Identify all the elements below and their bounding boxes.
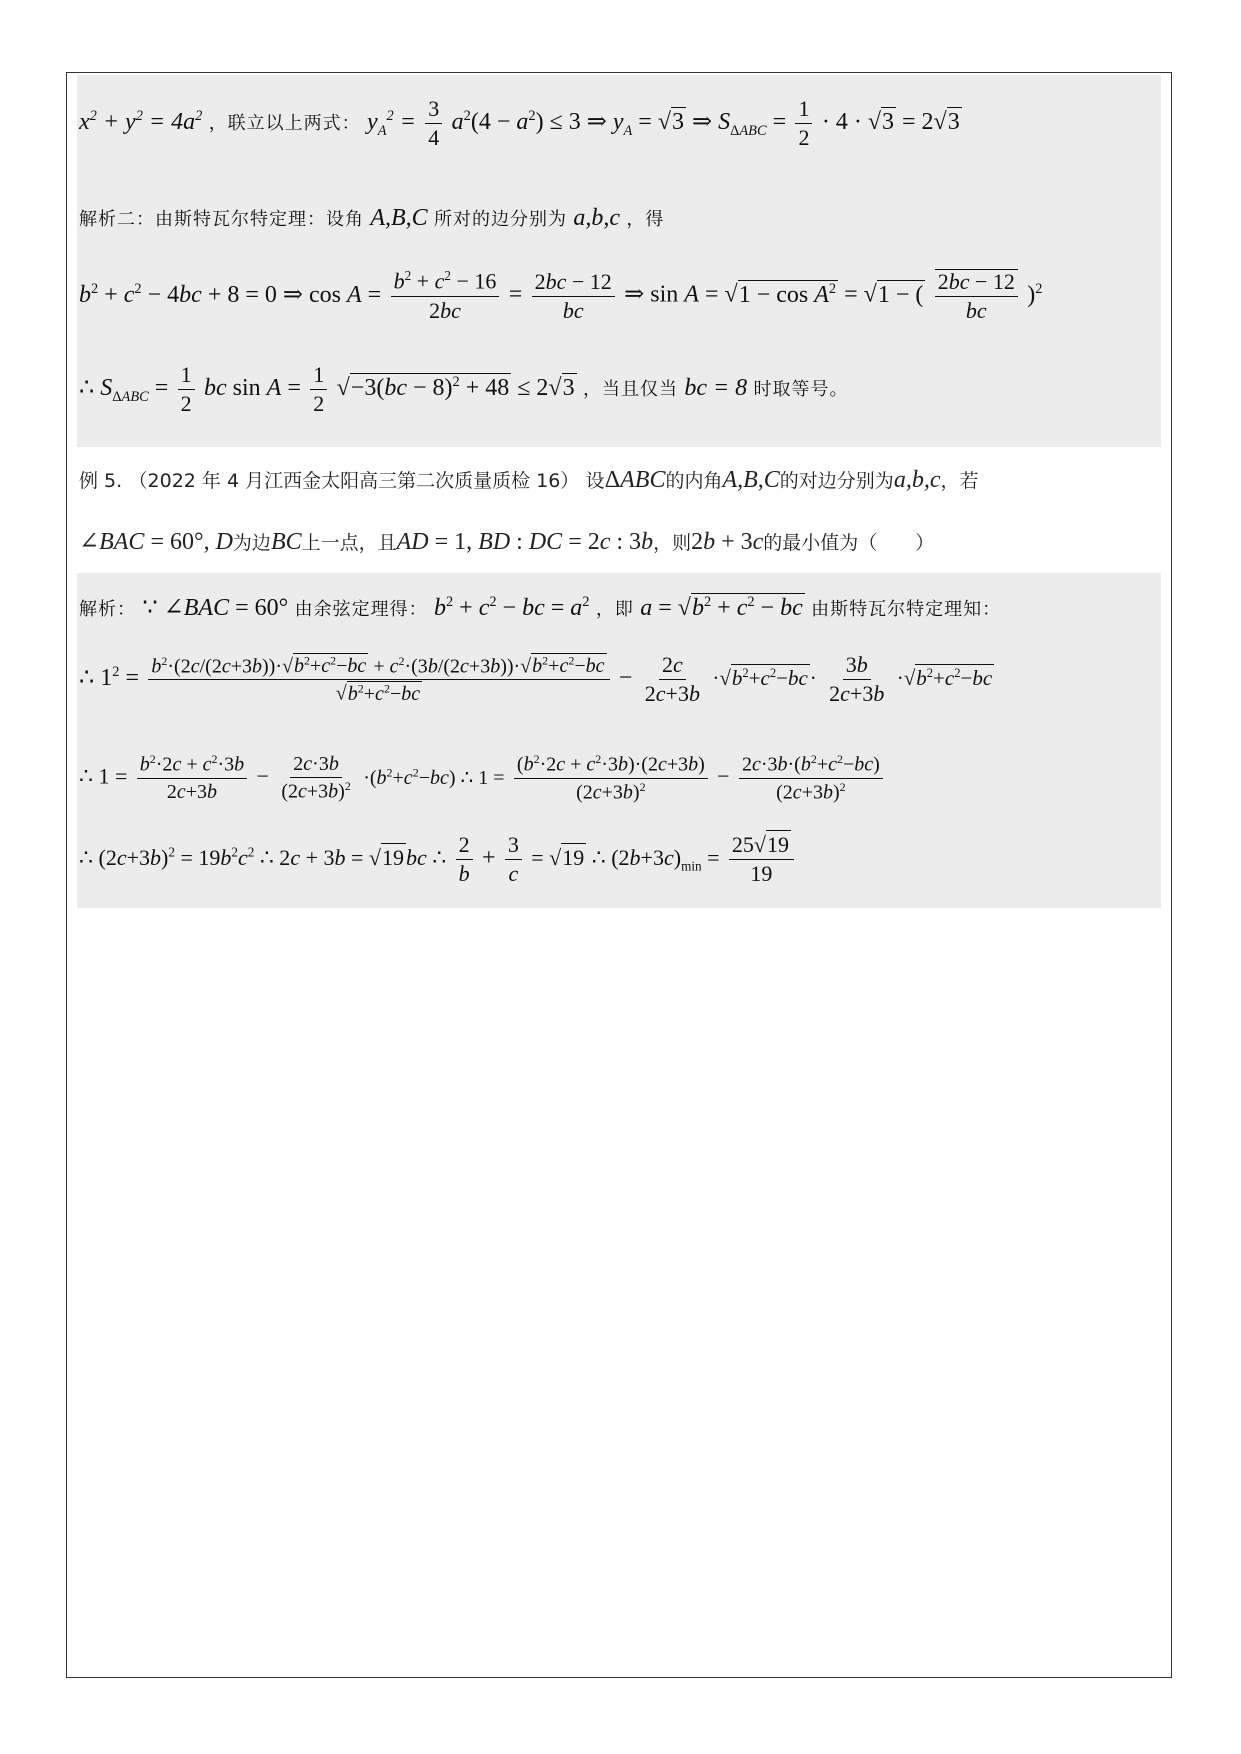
solution5-intro-math: ∵ ∠BAC = 60°	[142, 595, 289, 621]
solution5-intro-math3: $a = √b^2 + c^2$ − bc	[640, 594, 803, 621]
example5-text1: 设ΔABC的内角A,B,C的对边分别为a,b,c，若	[585, 467, 979, 493]
analysis1-connector: ，联立以上两式：	[208, 113, 361, 135]
analysis2-intro-text: 解析二：由斯特瓦尔特定理：设角	[79, 209, 364, 230]
fraction: $\frac{2}{b}$	[456, 833, 473, 886]
fraction: $\frac{(b^2\cdot 2c + c^2\cdot 3b)\cdot(2c+3b)}{(2c+3b)^2}$	[514, 753, 708, 803]
analysis2-cond-tail: 时取等号。	[753, 379, 849, 401]
example5-label: 例 5.	[79, 470, 123, 492]
solution5-intro-c: ，即	[595, 599, 634, 620]
fraction: $\frac{b^2\cdot(2c/(2c+3b))\cdot√b^2+c^2-bc + c^2\cdot(3b/(2c+3b))\cdot√b^2+c^2-bc}{√b^2+c^2-bc}$	[148, 655, 609, 705]
analysis2-end: ，得	[626, 209, 665, 230]
analysis1-line	[79, 97, 962, 150]
solution5-intro-d: 由斯特瓦尔特定理知：	[811, 599, 1002, 620]
fraction: $\frac{1}{2}$	[310, 363, 327, 416]
fraction: $\frac{3}{c}$	[505, 833, 522, 886]
solution5-intro-math2: $b^2 + c^2$ − bc = $a^2$	[433, 594, 590, 621]
solution5-eq1: ∴ $1^2$ = $\frac{b^2\cdot(2c/(2c+3b))\cdot√b^2+c^2-bc + c^2\cdot(3b/(2c+3b))\cdot√b^2+c^2-bc}{√b^2+c^2-bc}$ − $\frac{2c}{2c+3b}$ $\cdot√b^2+c^2-bc\cdot$ $\frac{3b}{2c+3b}$ $\cdot√b^2+c^2-bc$	[79, 652, 993, 707]
analysis2-eq-b: ⇒ $\sin A = √1 - \cos A^2 = √1$ − (	[624, 280, 924, 308]
fraction: $\frac{3b}{2c+3b}$	[829, 652, 885, 707]
analysis2-angles: A,B,C	[370, 205, 428, 231]
analysis1-result: $y_A^2$ =	[367, 108, 416, 139]
example5-line2	[79, 530, 934, 554]
analysis2-intro	[79, 206, 664, 230]
analysis2-sides: a,b,c	[573, 205, 621, 231]
analysis2-mid: 所对的边分别为	[434, 209, 568, 230]
fraction: $\frac{2bc - 12}{bc}$	[935, 269, 1018, 323]
solution5-intro	[79, 595, 1001, 620]
example5-text2: ∠BAC = 60°, D为边BC上一点，且AD = 1, BD : DC = 2c : 3b，则2b + 3c的最小值为（ ）	[79, 529, 935, 555]
solution5-eq2: ∴ 1 = $\frac{b^2\cdot 2c + c^2\cdot 3b}{2c+3b}$ − $\frac{2c\cdot 3b}{(2c+3b)^2}$ $\cdot(b^2+c^2-bc)$ ∴ 1 = $\frac{(b^2\cdot 2c + c^2\cdot 3b)\cdot(2c+3b)}{(2c+3b)^2}$ − $\frac{2c\cdot 3b\cdot(b^2+c^2-bc)}{(2c+3b)^2}$	[79, 753, 886, 803]
analysis2-area: ∴ $S_{\Delta ABC}$ =	[79, 375, 169, 405]
analysis1-result-b: $a^2(4 - a^2) \le 3$ ⇒ $y_A = √3$ ⇒ $S_{\Delta ABC}$ =	[451, 108, 787, 139]
fraction: $\frac{2c\cdot 3b}{(2c+3b)^2}$	[281, 753, 351, 803]
solution5-intro-b: 由余弦定理得：	[294, 599, 428, 620]
solution5-intro-a: 解析：	[79, 599, 136, 620]
fraction: $\frac{25√19}{19}$	[729, 833, 794, 886]
fraction: $\frac{1}{2}$	[795, 97, 812, 150]
example5-line1	[79, 468, 978, 492]
analysis2-cond: bc = 8	[684, 375, 748, 402]
fraction: $\frac{b^2\cdot 2c + c^2\cdot 3b}{2c+3b}$	[137, 753, 247, 803]
solution5-eq3: ∴ $(2c+3b)^2 = 19b^2c^2$ ∴ 2c + 3b = √19bc ∴ $\frac{2}{b}$ + $\frac{3}{c}$ = √19 ∴ $(2b+3c)_{min}$ = $\frac{25√19}{19}$	[79, 833, 797, 886]
analysis1-lead: $x^2 + y^2 = 4a^2$	[79, 108, 203, 136]
fraction: $\frac{1}{2}$	[178, 363, 195, 416]
fraction: $\frac{2bc - 12}{bc}$	[532, 270, 615, 323]
page-frame	[66, 72, 1172, 1678]
eq1-lhs: ∴ $1^2$ =	[79, 664, 140, 692]
fraction: $\frac{3}{4}$	[425, 97, 442, 150]
analysis2-line3: ∴ $S_{\Delta ABC}$ = $\frac{1}{2}$ bc sin A = $\frac{1}{2}$ √−3(bc − 8)$^2$ + 48 ≤ 2√3 ，当且仅当 bc = 8 时取等号。	[79, 362, 849, 417]
fraction: $\frac{b^2 + c^2 - 16}{2bc}$	[391, 269, 500, 323]
fraction: $\frac{2c}{2c+3b}$	[644, 652, 700, 707]
example5-source: （2022 年 4 月江西金太阳高三第二次质量质检 16）	[128, 470, 580, 492]
analysis1-result-c: · 4 · √3 = 2√3	[821, 109, 960, 136]
analysis2-line2: $b^2 + c^2 - 4bc + 8 = 0$ ⇒ cos A = $\frac{b^2 + c^2 - 16}{2bc}$ = $\frac{2bc - 12}{bc}$ ⇒ $\sin A = √1 - \cos A^2 = √1$ − ( $\frac{2bc - 12}{bc}$ )$^2$	[79, 268, 1043, 324]
analysis2-eq-a: $b^2 + c^2 - 4bc + 8 = 0$ ⇒ cos A =	[79, 280, 382, 308]
fraction: $\frac{2c\cdot 3b\cdot(b^2+c^2-bc)}{(2c+3b)^2}$	[739, 753, 883, 803]
analysis2-tail: ，当且仅当	[582, 379, 678, 401]
